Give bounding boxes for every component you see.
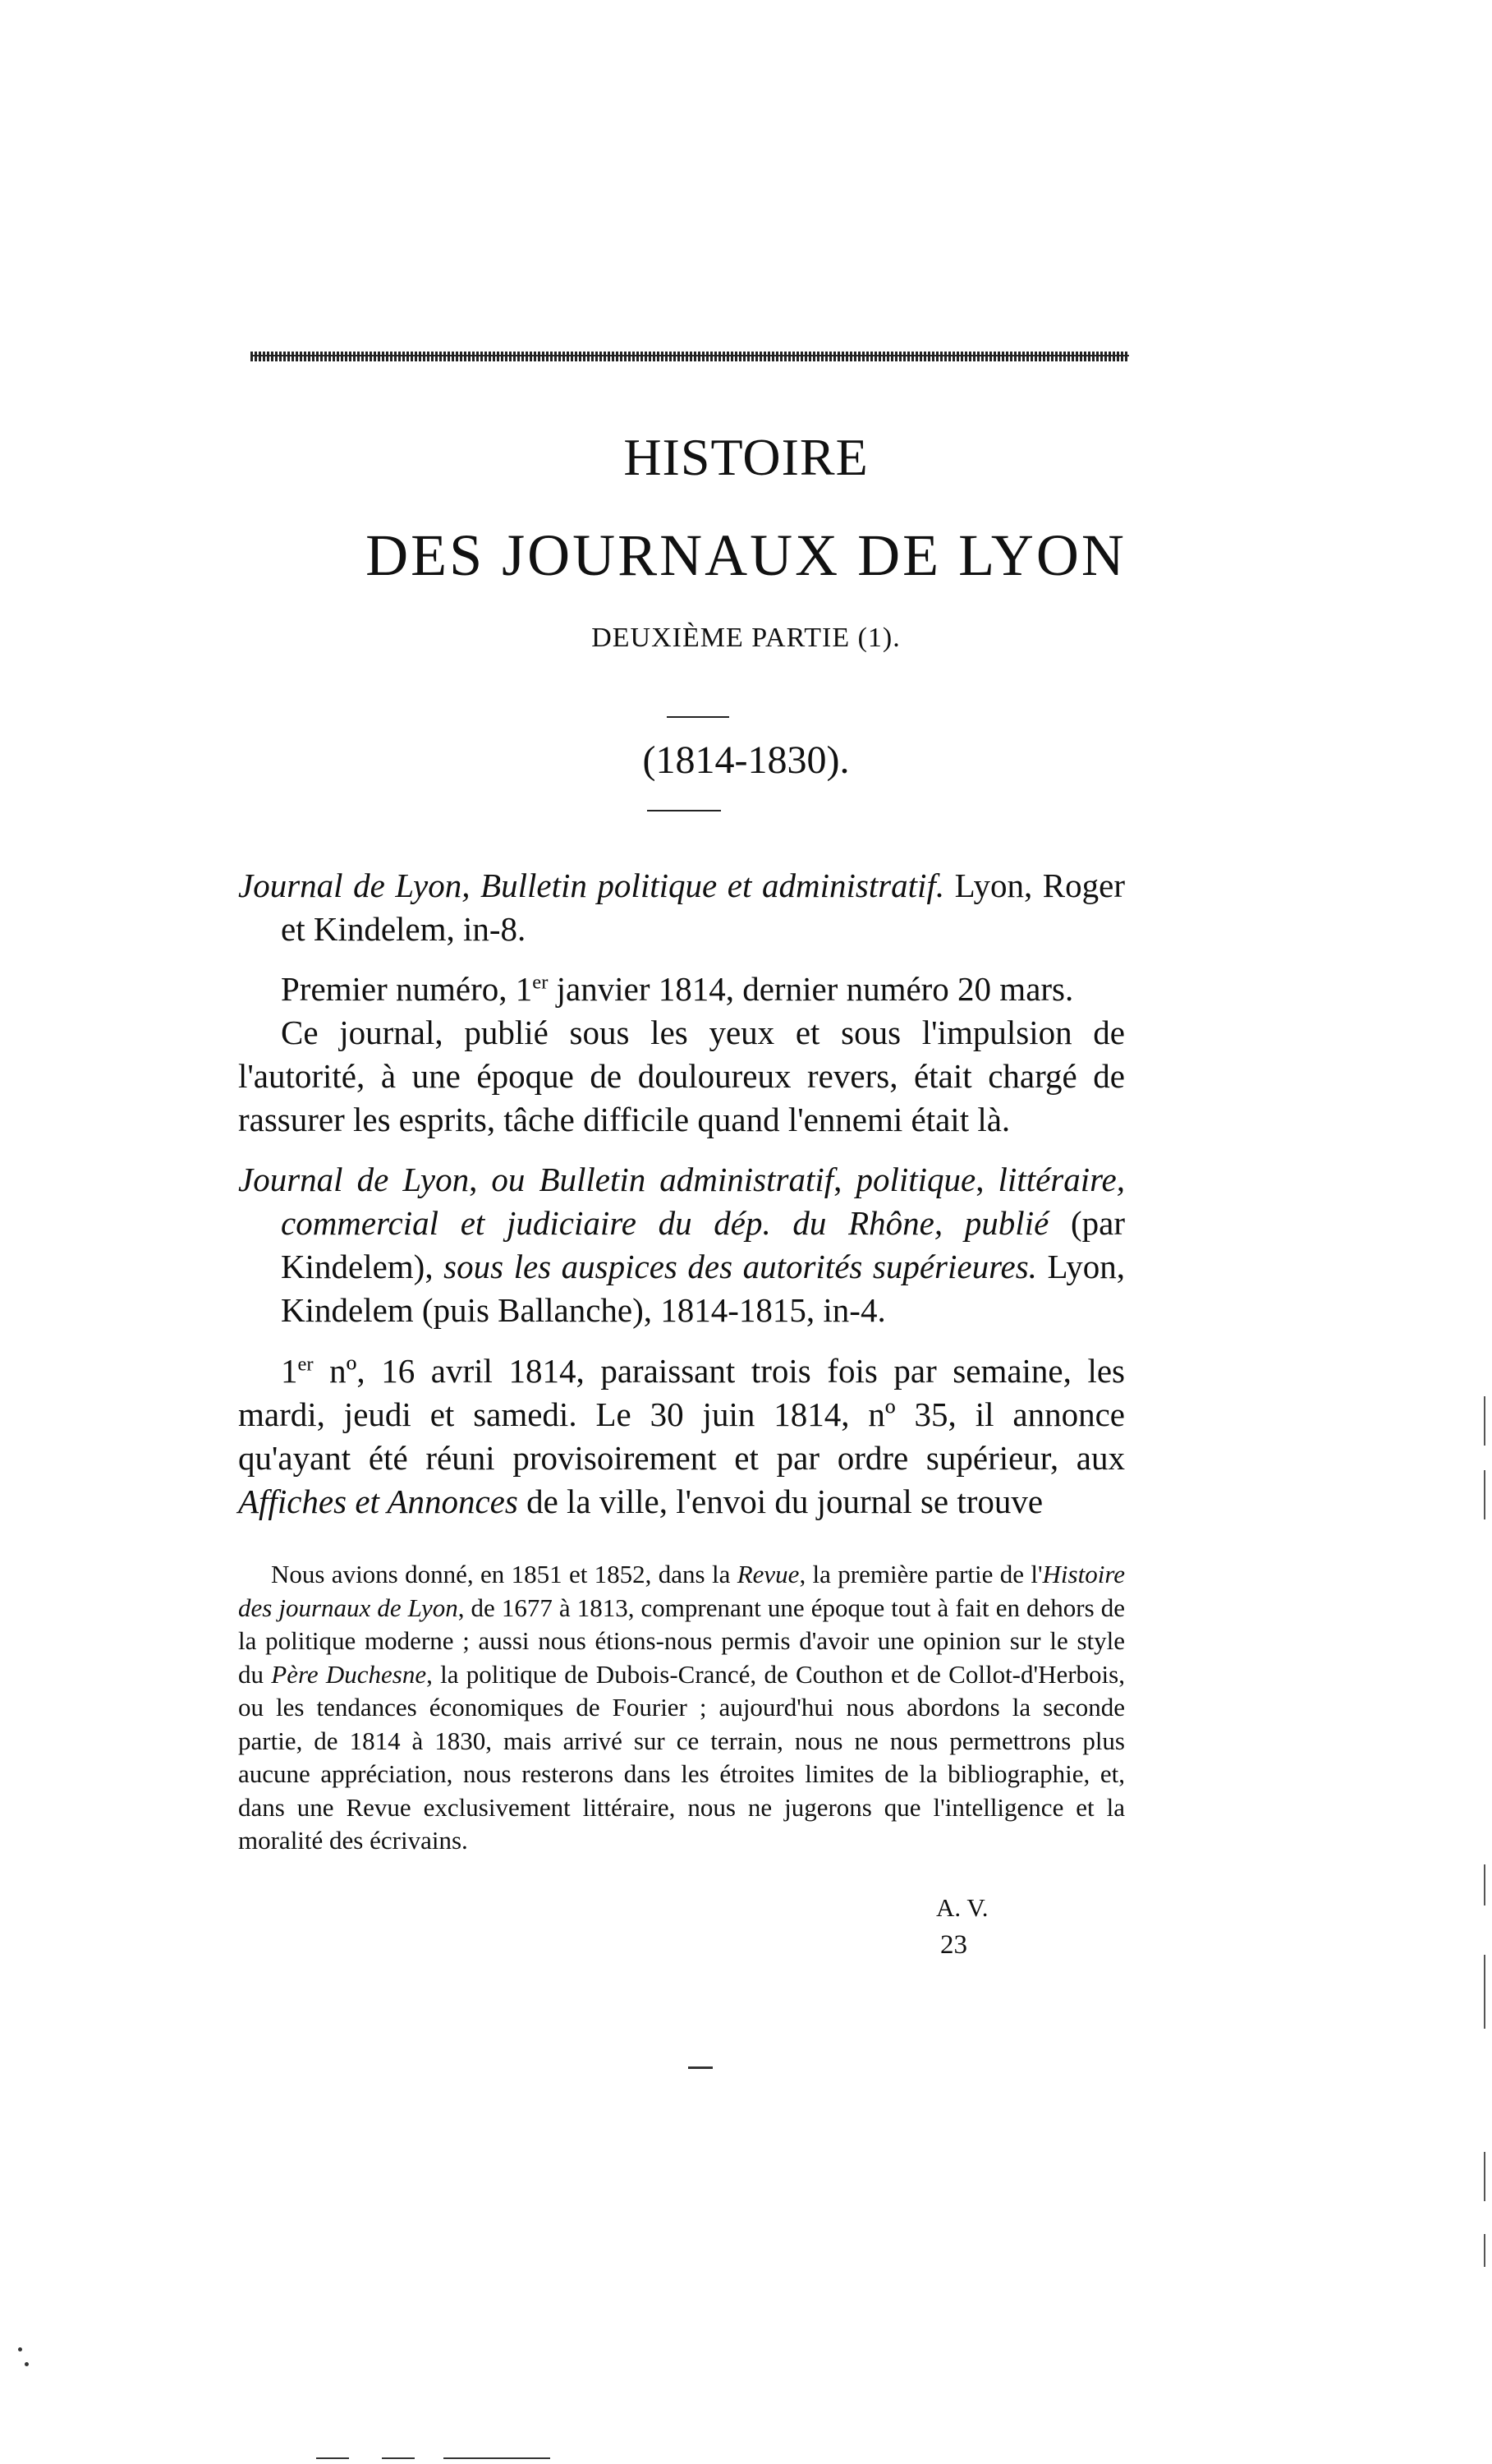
- footnote-signature: A. V.: [936, 1893, 989, 1922]
- bottom-scan-mark: [382, 2457, 415, 2459]
- divider-rule-lower: [647, 810, 721, 811]
- entry-1: [238, 864, 1125, 951]
- entry-1-title: Journal de Lyon, Bulletin politique et administratif.: [238, 867, 945, 904]
- margin-line: [1484, 1470, 1485, 1519]
- bottom-scan-mark: [443, 2457, 550, 2459]
- page-number: 23: [940, 1930, 967, 1960]
- speck: [18, 2347, 22, 2351]
- paragraph-1: Premier numéro, 1er janvier 1814, dernier numéro 20 mars. Ce journal, publié sous les yeux et sous l'impulsion de l'autorité, à une époque de douloureux revers, était chargé de rassurer les esprits, tâche difficile quand l'ennemi était là.: [238, 968, 1125, 1142]
- divider-rule-upper: [667, 716, 729, 718]
- printer-mark: [688, 2066, 713, 2069]
- title-line-1: HISTOIRE: [623, 428, 869, 486]
- paragraph-3: 1er nº, 16 avril 1814, paraissant trois fois par semaine, les mardi, jeudi et samedi. Le 30 juin 1814, nº 35, il annonce qu'ayant été réuni provisoirement et par ordre supérieur, aux Affiches et Annonces de la ville, l'envoi du journal se trouve: [238, 1352, 1125, 1520]
- top-ornamental-rule: [250, 352, 1129, 361]
- entry-1-imprint: Lyon, Roger et Kindelem, in-8.: [281, 867, 1126, 948]
- bottom-scan-mark: [316, 2457, 349, 2459]
- footnote: Nous avions donné, en 1851 et 1852, dans la Revue, la première partie de l'Histoire des journaux de Lyon, de 1677 à 1813, comprenant une époque tout à fait en dehors de la politique moderne ; aussi nous étions-nous permis d'avoir une opinion sur le style du Père Duchesne, la politique de Dubois-Crancé, de Couthon et de Collot-d'Herbois, ou les tendances économiques de Fourier ; aujourd'hui nous abordons la seconde partie, de 1814 à 1830, mais arrivé sur ce terrain, nous ne nous permettrons plus aucune appréciation, nous resterons dans les étroites limites de la bibliographie, et, dans une Revue exclusivement littéraire, nous ne jugerons que l'intelligence et la moralité des écrivains.: [238, 1560, 1125, 1855]
- margin-line: [1484, 1864, 1485, 1905]
- entry-2: Journal de Lyon, ou Bulletin administratif, politique, littéraire, commercial et judiciaire du dép. du Rhône, publié (par Kindelem), sous les auspices des autorités supérieures. Lyon, Kindelem (puis Ballanche), 1814-1815, in-4.: [238, 1161, 1126, 1329]
- paragraph-2: Ce journal, publié sous les yeux et sous l'impulsion de l'autorité, à une époque de douloureux revers, était chargé de rassurer les esprits, tâche difficile quand l'ennemi était là.: [238, 1014, 1125, 1138]
- margin-line: [1484, 2234, 1485, 2267]
- speck: [25, 2362, 29, 2366]
- subtitle: DEUXIÈME PARTIE (1).: [591, 623, 901, 653]
- margin-line: [1484, 1396, 1485, 1446]
- margin-line: [1484, 1955, 1485, 2029]
- title-line-2: DES JOURNAUX DE LYON: [365, 522, 1127, 588]
- margin-line: [1484, 2152, 1485, 2201]
- date-range: (1814-1830).: [642, 738, 850, 782]
